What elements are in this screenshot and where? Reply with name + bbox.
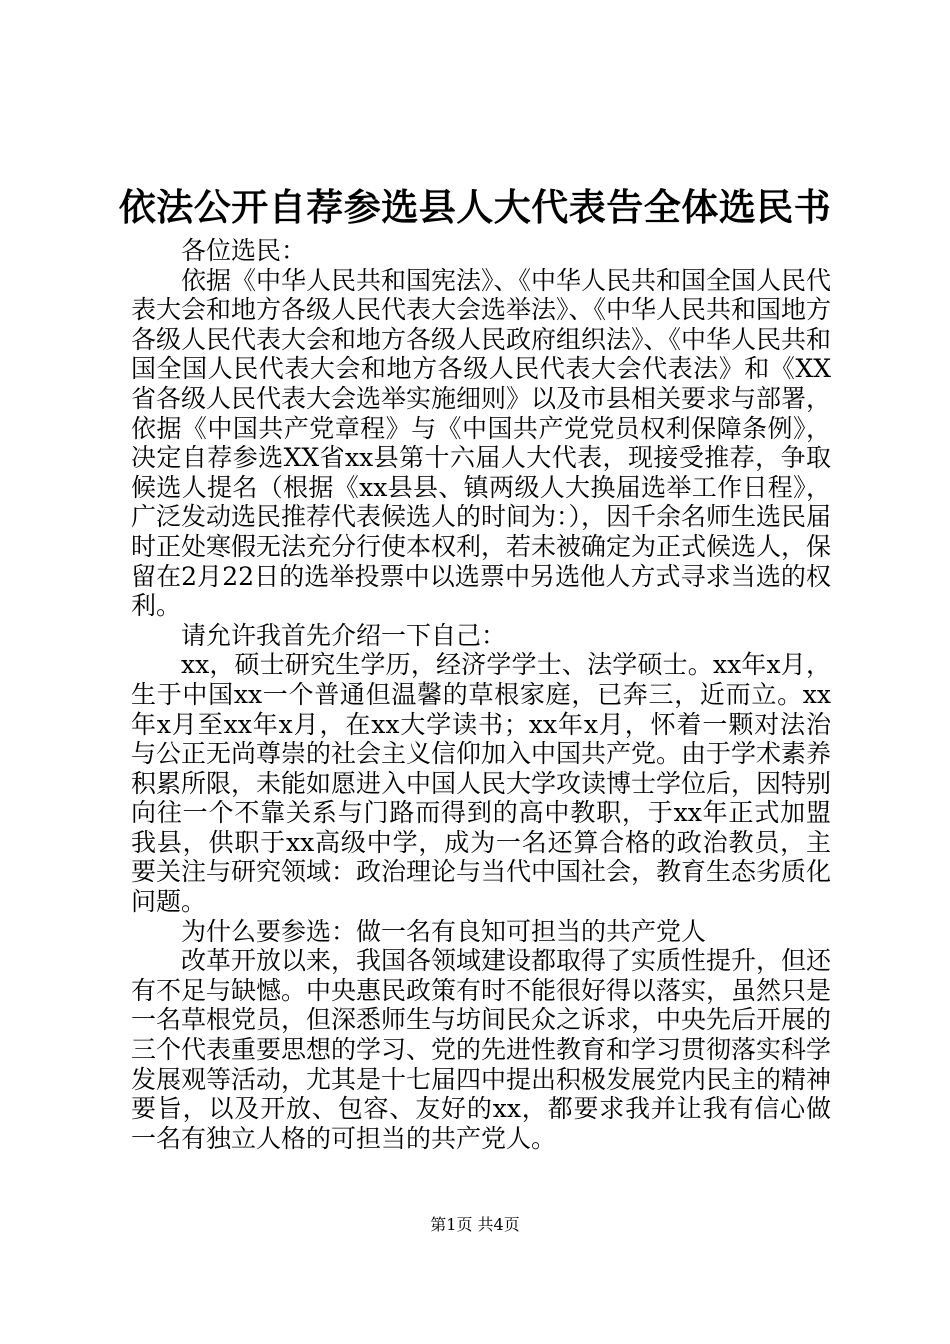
salutation-paragraph: 各位选民： bbox=[181, 236, 307, 265]
intro-lead-paragraph: 请允许我首先介绍一下自己： bbox=[181, 620, 507, 650]
legal-basis-paragraph: 依据《中华人民共和国宪法》、《中华人民共和国全国人民代表大会和地方各级人民代表大会选举法》、《中华人民共和国地方各级人民代表大会和地方各级人民政府组织法》、《中华人民共和国全国人民代表大会和地方各级人民代表大会代表法》和《XX省各级人民代表大会选举实施细则》以及市县相关要求与部署，依据《中国共产党章程》与《中国共产党党员权利保障条例》，决定自荐参选XX省xx县第十六届人大代表，现接受推荐，争取候选人提名（根据《xx县县、镇两级人大换届选举工作日程》，广泛发动选民推荐代表候选人的时间为：），因千余名师生选民届时正处寒假无法充分行使本权利，若未被确定为正式候选人，保留在2月22日的选举投票中以选票中另选他人方式寻求当选的权利。 bbox=[131, 265, 832, 621]
page-number-footer: 第1页 共4页 bbox=[430, 1215, 520, 1234]
section-heading-why-run: 为什么要参选：做一名有良知可担当的共产党人 bbox=[181, 916, 707, 946]
self-introduction-paragraph: xx，硕士研究生学历，经济学学士、法学硕士。xx年x月，生于中国xx一个普通但温馨的草根家庭，已奔三，近而立。xx年x月至xx年x月，在xx大学读书；xx年x月，怀着一颗对法治与公正无尚尊崇的社会主义信仰加入中国共产党。由于学术素养积累所限，未能如愿进入中国人民大学攻读博士学位后，因特别向往一个不靠关系与门路而得到的高中教职，于xx年正式加盟我县，供职于xx高级中学，成为一名还算合格的政治教员，主要关注与研究领域：政治理论与当代中国社会，教育生态劣质化问题。 bbox=[131, 650, 832, 917]
document-title: 依法公开自荐参选县人大代表告全体选民书 bbox=[118, 186, 832, 229]
document-body bbox=[131, 236, 831, 1153]
motivation-paragraph: 改革开放以来，我国各领域建设都取得了实质性提升，但还有不足与缺憾。中央惠民政策有时不能很好得以落实，虽然只是一名草根党员，但深悉师生与坊间民众之诉求，中央先后开展的三个代表重要思想的学习、党的先进性教育和学习贯彻落实科学发展观等活动，尤其是十七届四中提出积极发展党内民主的精神要旨，以及开放、包容、友好的xx，都要求我并让我有信心做一名有独立人格的可担当的共产党人。 bbox=[131, 946, 832, 1153]
